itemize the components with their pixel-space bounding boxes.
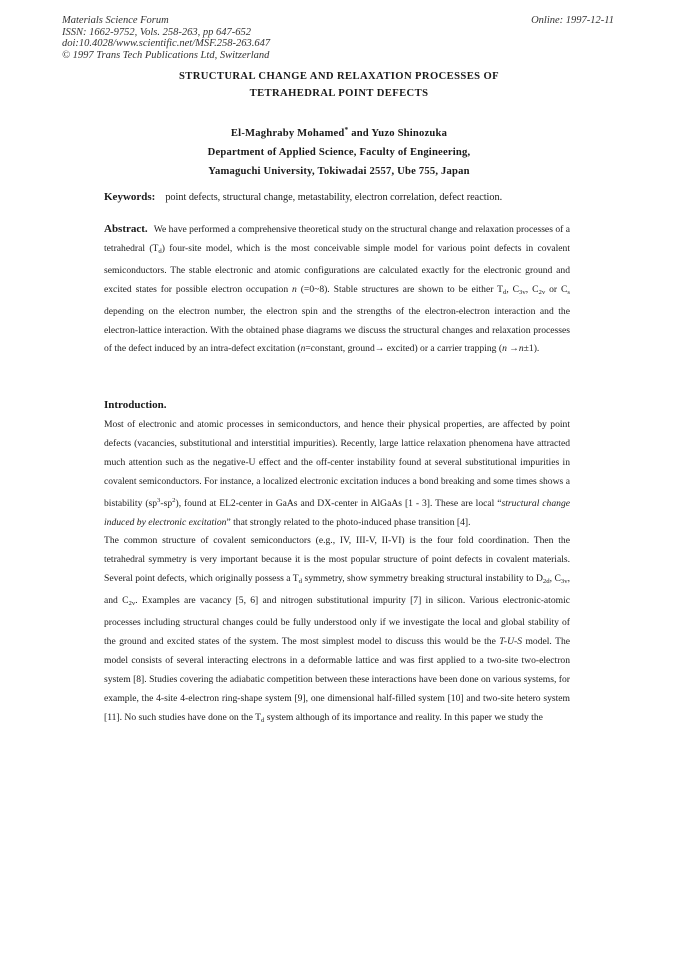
intro-paragraph-2: The common structure of covalent semiconductors (e.g., IV, III-V, II-VI) is the four fold coordination. Then the tetrahedral symmetry is very important because it is the most popular structure of point defects in covalent materials. Several point defects, which originally possess a $T_d$ symmetry, show symmetry breaking structural instability to $D_{2d}$, $C_{3v}$, and $C_{2v}$. Examples are vacancy [5, 6] and nitrogen substitutional impurity [7] in silicon. Various electronic-atomic processes including structural changes could be fully understood only if we investigate the local and global stability of the ground and excited states of the system. The most simplest model to discuss this would be the T-U-S model. The model consists of several interacting electrons in a deformable lattice and was first applied to a two-site two-electron system [8]. Studies covering the adiabatic competition between these interactions have been done on various systems, for example, the 4-site 4-electron ring-shape system [9], one dimensional half-filled system [10] and two-site hetero system [11]. No such studies have done on the $T_d$ system although of its importance and reality. In this paper we study the: [104, 535, 571, 724]
affiliation-dept: Department of Applied Science, Faculty of Engineering,: [207, 147, 471, 158]
copyright-line: © 1997 Trans Tech Publications Ltd, Switzerland: [62, 49, 270, 61]
title-line-2: TETRAHEDRAL POINT DEFECTS: [249, 88, 429, 99]
intro-heading: Introduction.: [104, 399, 167, 411]
author-name-2: and Yuzo Shinozuka: [348, 128, 448, 139]
keywords-label: Keywords:: [104, 191, 156, 203]
journal-header: [62, 15, 270, 61]
paper-title: [0, 68, 678, 102]
keywords-text: point defects, structural change, metastability, electron correlation, defect reaction.: [165, 192, 503, 203]
issn-line: ISSN: 1662-9752, Vols. 258-263, pp 647-652: [62, 26, 251, 38]
online-date: Online: 1997-12-11: [531, 15, 614, 26]
intro-text: [104, 416, 570, 731]
abstract-label: Abstract.: [104, 223, 148, 235]
title-line-1: STRUCTURAL CHANGE AND RELAXATION PROCESSES OF: [178, 71, 500, 82]
author-name-1: El-Maghraby Mohamed: [230, 128, 345, 139]
intro-paragraph-1: Most of electronic and atomic processes in semiconductors, and hence their physical properties, are affected by point defects (vacancies, substitutional and interstitial impurities). Recently, large lattice relaxation phenomena have attracted much attention such as the negative-U effect and the off-center instability found at several substitutional impurities in covalent semiconductors. For instance, a localized electronic excitation induces a bond breaking and some times shows a bistability $(sp^3-sp^2)$, found at EL2-center in GaAs and DX-center in AlGaAs [1 - 3]. These are local “structural change induced by electronic excitation” that strongly related to the photo-induced phase transition [4].: [104, 419, 571, 528]
author-block: [0, 120, 678, 181]
abstract: Abstract. We have performed a comprehensive theoretical study on the structural change and relaxation processes of a tetrahedral $(T_d)$ four-site model, which is the most conceivable simple model for various point defects in covalent semiconductors. The stable electronic and atomic configurations are calculated exactly for the electronic ground and excited states for possible electron occupation n (=0~8). Stable structures are shown to be either $T_d$, $C_{3v}$, $C_{2v}$ or $C_s$ depending on the electron number, the electron spin and the strengths of the electron-electron interaction and the electron-lattice interaction. With the obtained phase diagrams we discuss the structural changes and relaxation processes of the defect induced by an intra-defect excitation (n=constant, ground→ excited) or a carrier trapping (n →n±1).: [104, 223, 570, 355]
doi-line[interactable]: doi:10.4028/www.scientific.net/MSF.258-263.647: [62, 38, 271, 49]
author-asterisk: *: [344, 125, 349, 134]
author-names: [0, 120, 678, 143]
affiliation-univ: Yamaguchi University, Tokiwadai 2557, Ube 755, Japan: [208, 166, 470, 177]
journal-name: Materials Science Forum: [62, 15, 169, 26]
keywords: [104, 191, 574, 203]
